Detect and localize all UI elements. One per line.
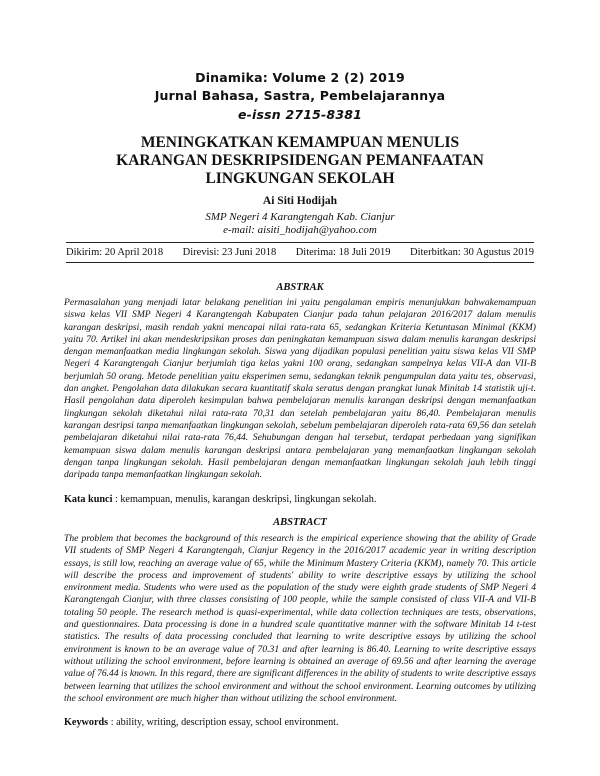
article-title	[0, 134, 600, 188]
article-title-line: LINGKUNGAN SEKOLAH	[205, 170, 395, 187]
abstract-heading: ABSTRACT	[273, 517, 327, 528]
date-published: Diterbitkan: 30 Agustus 2019	[410, 247, 534, 258]
article-dates-bar	[66, 242, 534, 263]
abstrak-keywords	[64, 494, 536, 505]
author-email: e-mail: aisiti_hodijah@yahoo.com	[223, 224, 377, 236]
keywords-text: : ability, writing, description essay, school environment.	[110, 717, 339, 728]
journal-name: Jurnal Bahasa, Sastra, Pembelajarannya	[154, 88, 446, 103]
keywords-label: Keywords	[64, 717, 109, 728]
abstrak-heading: ABSTRAK	[276, 282, 324, 293]
date-accepted: Diterima: 18 Juli 2019	[295, 247, 391, 258]
date-received: Dikirim: 20 April 2018	[66, 247, 164, 258]
author-name: Ai Siti Hodijah	[262, 195, 338, 207]
author-institution: SMP Negeri 4 Karangtengah Kab. Cianjur	[205, 211, 395, 223]
date-revised: Direvisi: 23 Juni 2018	[182, 247, 277, 258]
journal-issn: e-issn 2715-8381	[237, 107, 363, 122]
article-title-line: KARANGAN DESKRIPSIDENGAN PEMANFAATAN	[116, 152, 484, 169]
abstract-body: The problem that becomes the background of this research is the empirical experience showing that the ability of Grade VII students of SMP Negeri 4 Karangtengah, Cianjur Regency in the 2016/2017 academic year in writing description essays, is still low, reaching an average value of 65, while the Minimum Mastery Criteria (KKM), namely 70. This article will describe the process and improvement of students' ability to write descriptive essays by utilizing the school environment media. Students who were used as the population of the study were eighth grade students of SMP Negeri 4 Karangtengah Cianjur, with three classes consisting of 100 people, while the sample consisted of class VII-A and VII-B totaling 50 people. The research method is quasi-experimental, while data collection techniques are tests, observations, and questionnaires. Data processing is done in a hundred scale quantitative manner with the software Minitab 14 t-test statistics. The results of data processing concluded that learning to write descriptive essays by utilizing the school environment is known to be an average value of 70.31 and after learning is 86.40. Learning to write descriptive essays without utilizing the school environment, before learning is obtained an average of 69.56 and after learning the average value of 76.44 is known. In this regard, there are significant differences in the ability of students to write descriptive essays between learning that utilizes the school environment and without the school environment. Learning outcomes by utilizing the school environment are much higher than without utilizing the school environment.	[64, 533, 536, 704]
article-title-line: MENINGKATKAN KEMAMPUAN MENULIS	[140, 134, 460, 151]
abstract-keywords	[64, 717, 536, 728]
abstrak-body: Permasalahan yang menjadi latar belakang penelitian ini yaitu pengalaman empiris menunjukkan bahwakemampuan siswa kelas VII SMP Negeri 4 Karangtengah Kabupaten Cianjur pada tahun pelajaran 2016/2017 dalam menulis karangan deskripsi, masih rendah yakni mencapai nilai rata-rata 65, sedangkan Kriteria Ketuntasan Minimal (KKM) yaitu 70. Artikel ini akan mendeskripsikan proses dan peningkatan kemampuan siswa dalam menulis karangan deskripsi dengan memanfaatkan media lingkungan sekolah. Siswa yang dijadikan populasi penelitian yaitu siswa kelas VII SMP Negeri 4 Karangtengah Cianjur berjumlah tiga kelas yakni 100 orang, sedangkan sampelnya kelas VII-A dan VII-B berjumlah 50 orang. Metode penelitian yaitu eksperimen semu, sedangkan teknik pengumpulan data yaitu tes, observasi, dan angket. Pengolahan data dilakukan secara kuantitatif skala seratus dengan prangkat lunak Minitab 14 statistik uji-t. Hasil pengolahan data diperoleh kesimpulan bahwa pembelajaran menulis karangan deskripsi dengan memanfaatkan lingkungan sekolah diketahui nilai rata-rata 70,31 dan setelah pembelajaran yaitu 86,40. Pembelajaran menulis karangan desripsi tanpa memanfaatkan lingkungan sekolah, sebelum pembelajaran diperoleh rata-rata 69,56 dan setelah pembelajaran diketahui nilai rata-rata 76,44. Sehubungan dengan hal tersebut, terdapat perbedaan yang signifikan kemampuan siswa dalam menulis karangan deskripsi antara pembelajaran yang memanfaatkan lingkungan sekolah dengan tanpa lingkungan sekolah. Hasil pembelajaran dengan memanfaatkan lingkungan sekolah jauh lebih tinggi daripada tanpa memanfaatkan lingkungan sekolah.	[64, 297, 536, 481]
journal-volume-line: Dinamika: Volume 2 (2) 2019	[195, 70, 405, 85]
keywords-text: : kemampuan, menulis, karangan deskripsi, lingkungan sekolah.	[112, 494, 377, 505]
keywords-label: Kata kunci	[64, 494, 113, 505]
